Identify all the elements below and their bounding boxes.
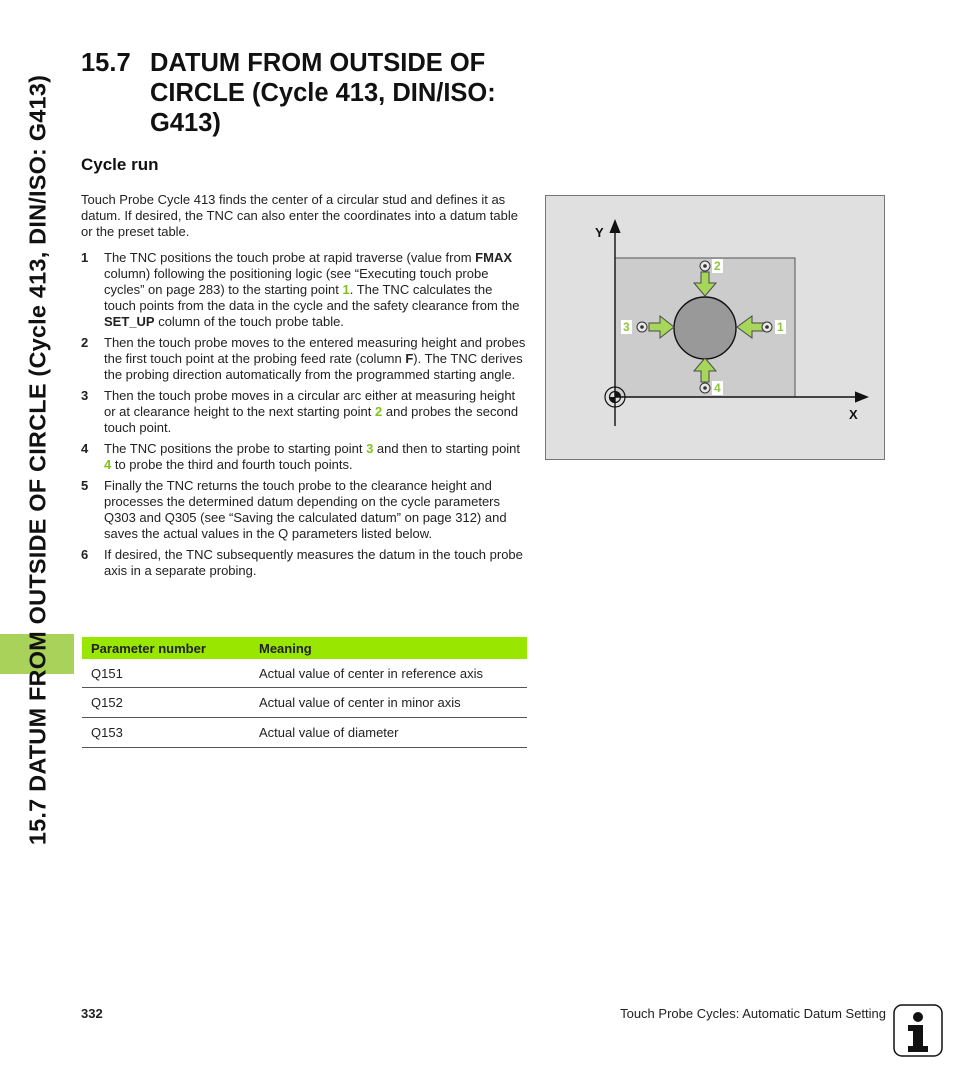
point-ref: 4 xyxy=(104,457,112,472)
point-ref: 2 xyxy=(375,404,383,419)
header-parameter-number: Parameter number xyxy=(82,637,250,659)
cell-parameter: Q153 xyxy=(82,718,250,748)
step-number: 5 xyxy=(81,478,89,493)
table-row xyxy=(82,659,527,688)
step-4 xyxy=(81,441,527,473)
point-label-1: 1 xyxy=(777,320,784,334)
step-3 xyxy=(81,388,527,436)
step-text: to probe the third and fourth touch points. xyxy=(111,457,353,472)
step-2 xyxy=(81,335,527,383)
step-number: 3 xyxy=(81,388,89,403)
point-label-3: 3 xyxy=(623,320,630,334)
steps-list xyxy=(81,250,527,584)
step-number: 1 xyxy=(81,250,89,265)
point-label-4: 4 xyxy=(714,381,721,395)
step-text: column) following the positioning logic (see “Executing touch probe cycles” on page 283) to the starting point xyxy=(104,266,489,297)
step-6 xyxy=(81,547,527,579)
cell-meaning: Actual value of diameter xyxy=(250,718,527,748)
point-ref: 1 xyxy=(342,282,350,297)
page-number: 332 xyxy=(81,1006,103,1021)
step-text: ). The TNC derives the probing direction automatically from the programmed starting angle. xyxy=(104,351,523,382)
side-title xyxy=(8,30,68,890)
probing-diagram xyxy=(545,195,885,460)
step-text: Then the touch probe moves in a circular arc either at measuring height or at clearance height to the next starting point xyxy=(104,388,516,419)
section-number: 15.7 xyxy=(81,49,131,77)
step-bold: F xyxy=(405,351,414,366)
header-meaning: Meaning xyxy=(250,637,527,659)
point-label-2: 2 xyxy=(714,259,721,273)
step-text: The TNC positions the touch probe at rapid traverse (value from xyxy=(104,250,476,265)
parameter-table xyxy=(82,637,527,748)
y-axis-label: Y xyxy=(595,225,604,240)
table-row xyxy=(82,718,527,748)
side-title-text: 15.7 DATUM FROM OUTSIDE OF CIRCLE (Cycle 413, DIN/ISO: G413) xyxy=(24,74,51,846)
step-text: . The TNC calculates the touch points from the data in the cycle and the safety clearance from the xyxy=(104,282,520,313)
diagram-svg xyxy=(546,196,886,461)
step-bold: FMAX xyxy=(475,250,513,265)
x-axis-label: X xyxy=(849,407,858,422)
step-text: column of the touch probe table. xyxy=(154,314,344,329)
intro-paragraph: Touch Probe Cycle 413 finds the center of a circular stud and defines it as datum. If desired, the TNC can also enter the coordinates into a datum table or the preset table. xyxy=(81,192,518,239)
section-title: DATUM FROM OUTSIDE OF CIRCLE (Cycle 413, DIN/ISO: G413) xyxy=(150,49,496,137)
step-text: Finally the TNC returns the touch probe to the clearance height and processes the determined datum depending on the cycle parameters Q303 and Q305 (see “Saving the calculated datum” on page 312) and saves the actual values in the Q parameters listed below. xyxy=(104,478,507,541)
point-ref: 3 xyxy=(366,441,374,456)
step-text: Then the touch probe moves to the entered measuring height and probes the first touch point at the probing feed rate (column xyxy=(104,335,526,366)
step-bold: SET_UP xyxy=(104,314,155,329)
footer-title: Touch Probe Cycles: Automatic Datum Setting xyxy=(620,1006,886,1021)
step-number: 4 xyxy=(81,441,89,456)
subheading: Cycle run xyxy=(81,155,159,174)
step-5 xyxy=(81,478,527,542)
cell-meaning: Actual value of center in minor axis xyxy=(250,688,527,718)
cell-parameter: Q151 xyxy=(82,659,250,688)
table-row xyxy=(82,688,527,718)
step-text: and then to starting point xyxy=(373,441,521,456)
step-number: 6 xyxy=(81,547,89,562)
step-number: 2 xyxy=(81,335,89,350)
table-header-row xyxy=(82,637,527,659)
info-icon xyxy=(893,1004,943,1057)
cell-meaning: Actual value of center in reference axis xyxy=(250,659,527,688)
step-text: and probes the second touch point. xyxy=(104,404,519,435)
step-text: If desired, the TNC subsequently measures the datum in the touch probe axis in a separate probing. xyxy=(104,547,523,578)
step-1 xyxy=(81,250,527,330)
cell-parameter: Q152 xyxy=(82,688,250,718)
circular-stud xyxy=(674,297,736,359)
step-text: The TNC positions the probe to starting point xyxy=(104,441,367,456)
